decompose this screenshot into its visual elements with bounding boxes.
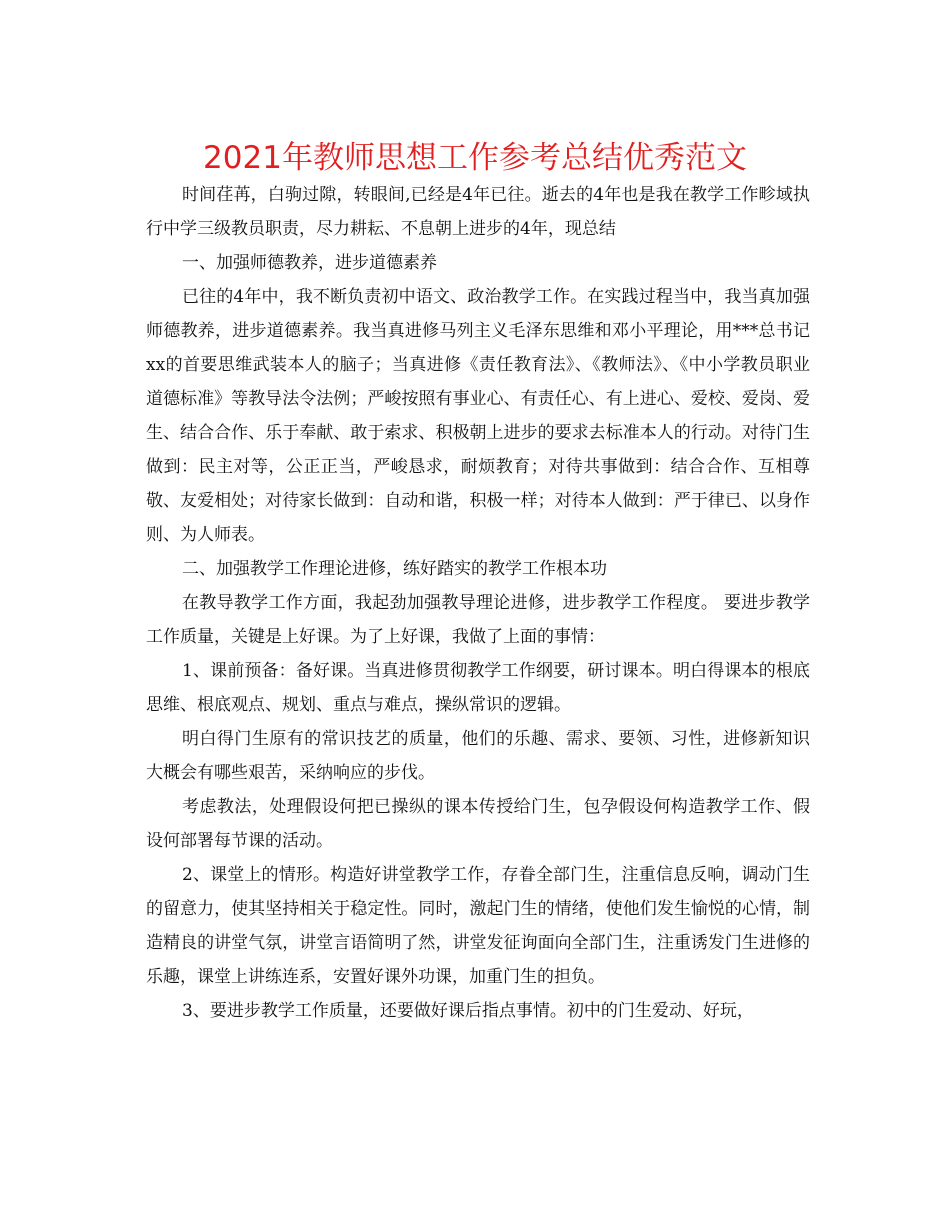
body-paragraph: 已往的4年中，我不断负责初中语文、政治教学工作。在实践过程当中，我当真加强师德教养，进步道德素养。我当真进修马列主义毛泽东思维和邓小平理论，用***总书记xx的首要思维武装本人的脑子；当真进修《责任教育法》、《教师法》、《中小学教员职业道德标准》等教导法令法例；严峻按照有事业心、有责任心、有上进心、爱校、爱岗、爱生、结合合作、乐于奉献、敢于索求、积极朝上进步的要求去标准本人的行动。对待门生做到：民主对等，公正正当，严峻恳求，耐烦教育；对待共事做到：结合合作、互相尊敬、友爱相处；对待家长做到：自动和谐，积极一样；对待本人做到：严于律已、以身作则、为人师表。 [146, 287, 810, 545]
section-heading-2: 二、加强教学工作理论进修，练好踏实的教学工作根本功 [182, 559, 607, 579]
body-paragraph: 3、要进步教学工作质量，还要做好课后指点事情。初中的门生爱动、好玩， [182, 1001, 754, 1021]
document-title: 2021年教师思想工作参考总结优秀范文 [203, 140, 747, 176]
body-paragraph: 2、课堂上的情形。构造好讲堂教学工作，存眷全部门生，注重信息反响，调动门生的留意力，使其坚持相关于稳定性。同时，激起门生的情绪，使他们发生愉悦的心情，制造精良的讲堂气氛，讲堂言语简明了然，讲堂发征询面向全部门生，注重诱发门生进修的乐趣，课堂上讲练连系，安置好课外功课，加重门生的担负。 [146, 865, 810, 987]
intro-paragraph: 时间荏苒，白驹过隙，转眼间,已经是4年已往。逝去的4年也是我在教学工作畛域执行中学三级教员职责，尽力耕耘、不息朝上进步的4年，现总结 [146, 185, 810, 239]
body-paragraph: 考虑教法，处理假设何把已操纵的课本传授给门生，包孕假设何构造教学工作、假设何部署每节课的活动。 [146, 797, 810, 851]
document-body [146, 178, 810, 1028]
section-heading-1: 一、加强师德教养，进步道德素养 [182, 253, 437, 273]
body-paragraph: 1、课前预备：备好课。当真进修贯彻教学工作纲要，研讨课本。明白得课本的根底思维、根底观点、规划、重点与难点，操纵常识的逻辑。 [146, 661, 810, 715]
body-paragraph: 在教导教学工作方面，我起劲加强教导理论进修，进步教学工作程度。 要进步教学工作质量，关键是上好课。为了上好课，我做了上面的事情： [146, 593, 810, 647]
body-paragraph: 明白得门生原有的常识技艺的质量，他们的乐趣、需求、要领、习性，进修新知识大概会有哪些艰苦，采纳响应的步伐。 [146, 729, 810, 783]
